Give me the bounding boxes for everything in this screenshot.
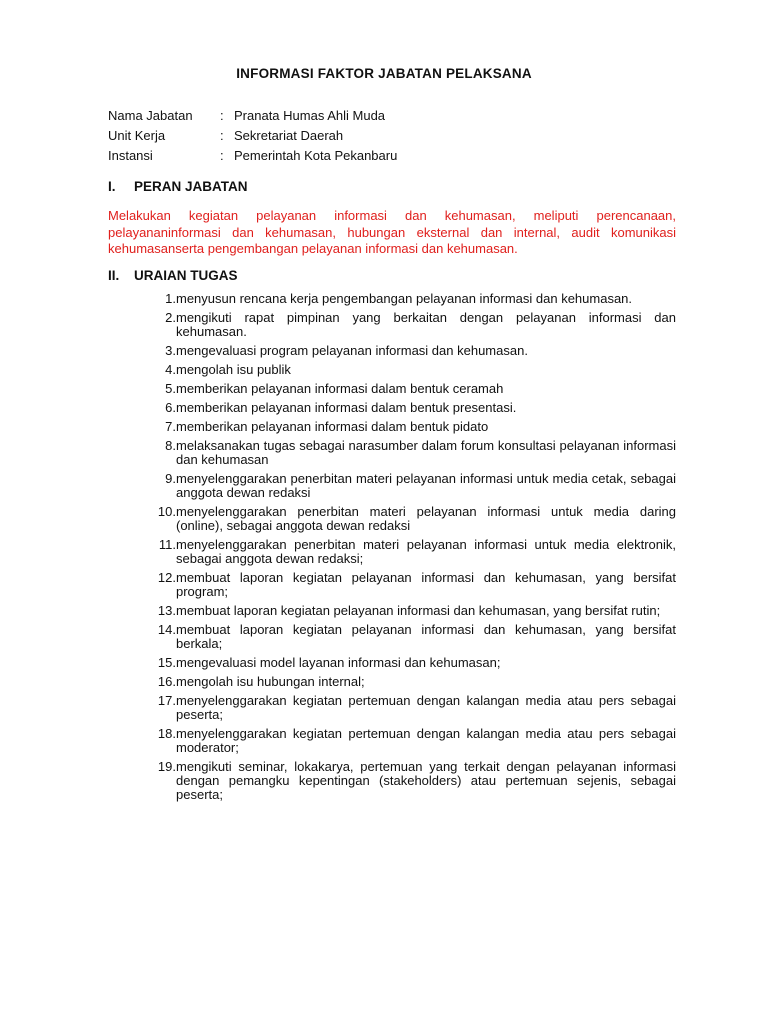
section-title: PERAN JABATAN (134, 179, 248, 194)
list-item (150, 382, 676, 396)
list-item-number: 11. (158, 537, 176, 552)
list-item (150, 472, 676, 500)
list-item (150, 760, 676, 802)
list-item-number: 8. (165, 438, 176, 453)
list-item-text: mengevaluasi program pelayanan informasi dan kehumasan. (176, 343, 528, 358)
list-item-number: 15. (157, 655, 176, 670)
list-item (150, 538, 676, 566)
list-item (150, 292, 676, 306)
document-title: INFORMASI FAKTOR JABATAN PELAKSANA (236, 66, 532, 81)
list-item (150, 363, 676, 377)
list-item (150, 571, 676, 599)
list-item (150, 623, 676, 651)
list-item-text: menyelenggarakan penerbitan materi pelayanan informasi untuk media daring (online), sebagai anggota dewan redaksi (176, 504, 676, 533)
list-item (150, 344, 676, 358)
section-number: I. (108, 179, 116, 194)
list-item (150, 727, 676, 755)
section-number: II. (108, 268, 120, 283)
list-item-number: 16. (157, 674, 176, 689)
list-item (150, 439, 676, 467)
list-item-number: 2. (165, 310, 176, 325)
list-item-text: memberikan pelayanan informasi dalam bentuk ceramah (176, 381, 504, 396)
list-item (150, 420, 676, 434)
info-separator: : (220, 148, 224, 163)
info-separator: : (220, 108, 224, 123)
info-label: Unit Kerja (108, 128, 166, 143)
info-row-instansi (108, 146, 397, 166)
task-list (150, 292, 676, 807)
info-value: Sekretariat Daerah (234, 128, 344, 143)
list-item-number: 5. (165, 381, 176, 396)
list-item-number: 18. (157, 726, 176, 741)
list-item-text: memberikan pelayanan informasi dalam bentuk presentasi. (176, 400, 517, 415)
list-item (150, 604, 676, 618)
section-heading-uraian-tugas (108, 268, 238, 283)
list-item-text: menyelenggarakan penerbitan materi pelayanan informasi untuk media elektronik, sebagai anggota dewan redaksi; (176, 537, 676, 566)
list-item (150, 401, 676, 415)
info-row-unit-kerja (108, 126, 397, 146)
list-item-text: menyelenggarakan kegiatan pertemuan dengan kalangan media atau pers sebagai peserta; (176, 693, 676, 722)
list-item (150, 311, 676, 339)
list-item-text: membuat laporan kegiatan pelayanan informasi dan kehumasan, yang bersifat berkala; (176, 622, 676, 651)
list-item-number: 6. (165, 400, 176, 415)
list-item-number: 9. (165, 471, 176, 486)
info-separator: : (220, 128, 224, 143)
list-item-text: menyusun rencana kerja pengembangan pelayanan informasi dan kehumasan. (176, 291, 633, 306)
list-item-number: 4. (165, 362, 176, 377)
section-title: URAIAN TUGAS (134, 268, 238, 283)
list-item-number: 17. (157, 693, 176, 708)
info-row-nama-jabatan (108, 106, 397, 126)
list-item-text: menyelenggarakan kegiatan pertemuan dengan kalangan media atau pers sebagai moderator; (176, 726, 676, 755)
info-label: Instansi (108, 148, 153, 163)
list-item-text: mengolah isu hubungan internal; (176, 674, 365, 689)
list-item-text: mengikuti seminar, lokakarya, pertemuan yang terkait dengan pelayanan informasi dengan pemangku kepentingan (stakeholders) atau pertemuan sejenis, sebagai peserta; (176, 759, 676, 802)
list-item-number: 7. (165, 419, 176, 434)
info-value: Pemerintah Kota Pekanbaru (234, 148, 398, 163)
list-item-text: memberikan pelayanan informasi dalam bentuk pidato (176, 419, 489, 434)
role-description: Melakukan kegiatan pelayanan informasi dan kehumasan, meliputi perencanaan, pelayananinformasi dan kehumasan, hubungan eksternal dan internal, audit komunikasi kehumasanserta pengembangan pelayanan informasi dan kehumasan. (108, 208, 676, 256)
list-item (150, 505, 676, 533)
list-item-text: mengikuti rapat pimpinan yang berkaitan dengan pelayanan informasi dan kehumasan. (176, 310, 676, 339)
list-item-number: 14. (157, 622, 176, 637)
list-item-text: membuat laporan kegiatan pelayanan informasi dan kehumasan, yang bersifat program; (176, 570, 676, 599)
info-label: Nama Jabatan (108, 108, 193, 123)
list-item-text: menyelenggarakan penerbitan materi pelayanan informasi untuk media cetak, sebagai anggota dewan redaksi (176, 471, 676, 500)
list-item-number: 19. (157, 759, 176, 774)
list-item-text: mengolah isu publik (176, 362, 291, 377)
job-info-table (108, 106, 397, 166)
list-item-number: 3. (165, 343, 176, 358)
section-heading-peran-jabatan (108, 179, 248, 194)
list-item (150, 694, 676, 722)
list-item-number: 10. (157, 504, 176, 519)
info-value: Pranata Humas Ahli Muda (234, 108, 386, 123)
list-item-text: membuat laporan kegiatan pelayanan informasi dan kehumasan, yang bersifat rutin; (176, 603, 661, 618)
list-item (150, 675, 676, 689)
list-item-text: melaksanakan tugas sebagai narasumber dalam forum konsultasi pelayanan informasi dan kehumasan (176, 438, 676, 467)
list-item-number: 13. (157, 603, 176, 618)
list-item-number: 12. (157, 570, 176, 585)
list-item-text: mengevaluasi model layanan informasi dan kehumasan; (176, 655, 501, 670)
list-item (150, 656, 676, 670)
list-item-number: 1. (165, 291, 176, 306)
